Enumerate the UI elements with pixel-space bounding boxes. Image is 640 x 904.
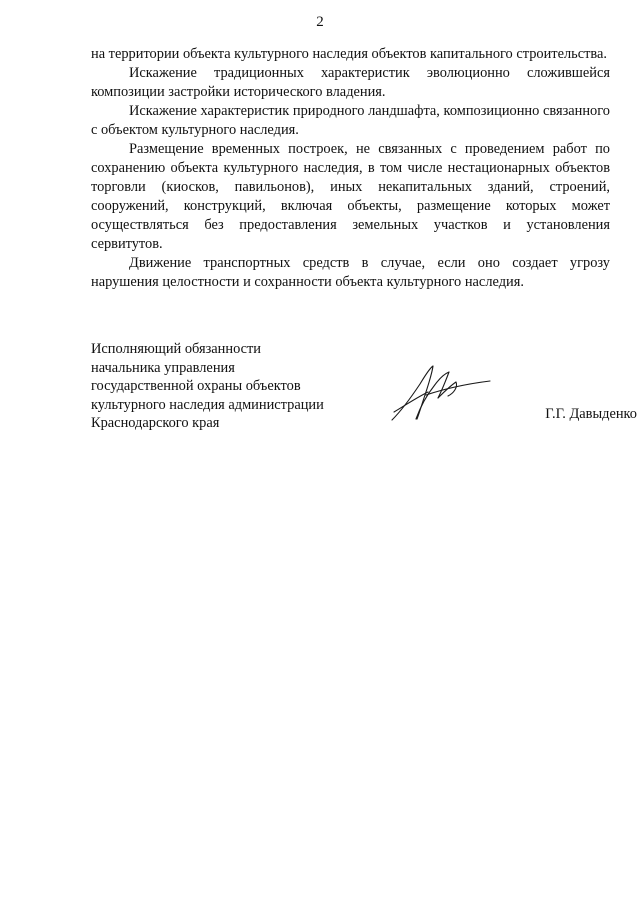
paragraph-vehicle-traffic: Движение транспортных средств в случае, если оно создает угрозу нарушения целостности и сохранности объекта культурного наследия. — [91, 255, 610, 290]
paragraph-continuation: на территории объекта культурного наследия объектов капитального строительства. — [91, 46, 607, 62]
signature-title-block — [91, 340, 610, 433]
signature-title-line: Исполняющий обязанности — [91, 341, 262, 357]
signature-title-line: государственной охраны объектов — [91, 378, 301, 394]
signature-title-line: Краснодарского края — [91, 415, 220, 431]
signature-title-line: культурного наследия администрации — [91, 396, 324, 413]
document-body — [91, 45, 610, 292]
paragraph-traditional-characteristics: Искажение традиционных характеристик эволюционно сложившейся композиции застройки исторического владения. — [91, 65, 610, 100]
signatory-name: Г.Г. Давыденко — [545, 406, 637, 422]
page-number: 2 — [316, 14, 324, 30]
handwritten-signature-icon — [386, 362, 496, 424]
paragraph-natural-landscape: Искажение характеристик природного ландшафта, композиционно связанного с объектом культурного наследия. — [91, 103, 610, 138]
paragraph-temporary-buildings: Размещение временных построек, не связанных с проведением работ по сохранению объекта культурного наследия, в том числе нестационарных объектов торговли (киосков, павильонов), иных некапитальных зданий, строений, сооружений, конструкций, включая объекты, размещение которых может осуществляться без предоставления земельных участков и установления сервитутов. — [91, 141, 610, 252]
signature-title-line: начальника управления — [91, 359, 235, 376]
